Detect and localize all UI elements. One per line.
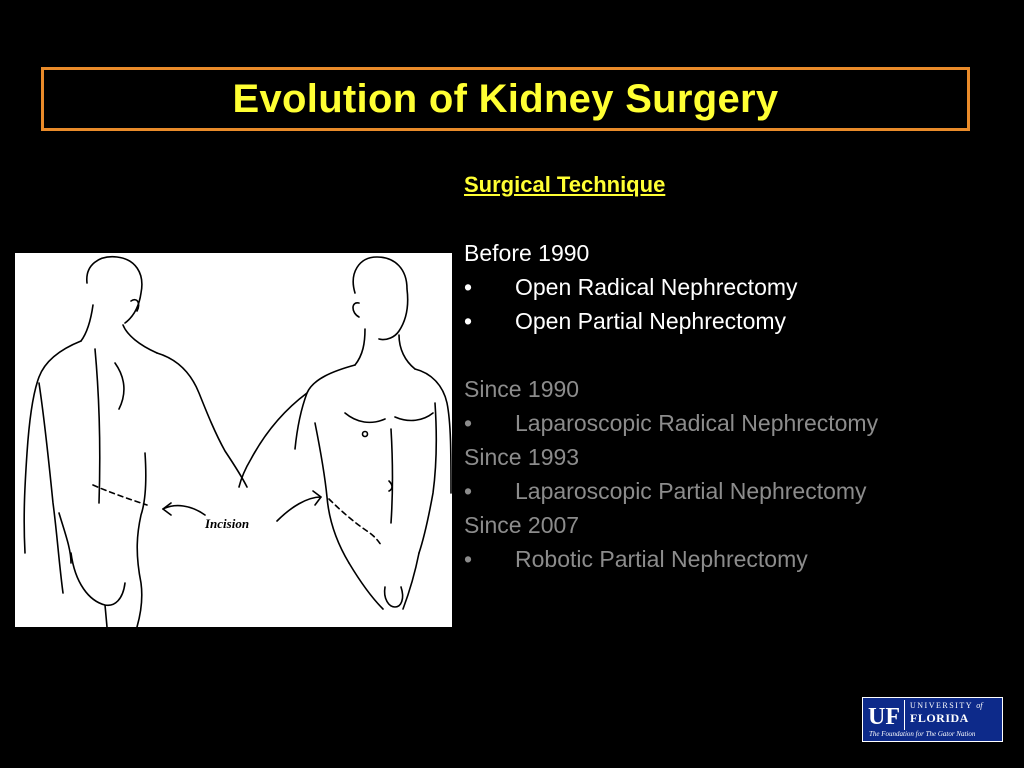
incision-label: Incision: [205, 516, 250, 531]
list-item-label: Open Partial Nephrectomy: [515, 308, 787, 334]
list-item: [464, 474, 1004, 508]
front-figure-head: [353, 257, 407, 340]
period-label-before-1990: Before 1990: [464, 240, 590, 266]
logo-tagline: The Foundation for The Gator Nation: [869, 730, 976, 738]
slide-title: Evolution of Kidney Surgery: [232, 76, 779, 121]
period-label-since-2007: Since 2007: [464, 512, 580, 538]
front-figure-torso-left: [315, 423, 349, 563]
list-item: [464, 270, 1004, 304]
front-figure-abdomen-line: [391, 429, 393, 523]
list-item-label: Laparoscopic Partial Nephrectomy: [515, 478, 867, 504]
front-figure-right-shoulder-arm: [415, 369, 451, 493]
bullet-icon: •: [464, 410, 473, 436]
back-figure-spine: [95, 349, 100, 503]
back-figure-left-shoulder-arm: [24, 341, 81, 553]
list-item: [464, 304, 1004, 338]
logo-florida-text: FLORIDA: [910, 711, 969, 725]
bullet-icon: •: [464, 546, 473, 572]
front-figure-left-shoulder: [295, 365, 355, 449]
front-figure-groin: [349, 553, 419, 609]
front-figure-ear: [353, 303, 359, 317]
back-incision-dashes: [93, 485, 147, 505]
title-box: [41, 67, 970, 131]
front-figure-genitals: [385, 587, 403, 607]
back-figure-shoulder-blade: [115, 363, 124, 409]
back-figure-torso-left: [39, 383, 63, 593]
bullet-icon: •: [464, 308, 473, 334]
front-figure-navel: [389, 481, 392, 491]
back-figure-hip: [59, 513, 71, 563]
back-figure-torso-right: [137, 453, 146, 627]
back-figure-right-shoulder-arm: [157, 353, 247, 487]
university-of-florida-logo: [862, 697, 1003, 742]
list-item-label: Open Radical Nephrectomy: [515, 274, 798, 300]
back-figure-neck: [81, 305, 157, 353]
period-label-since-1993: Since 1993: [464, 444, 580, 470]
logo-university-line: [910, 701, 982, 711]
uf-logo-mark: UF: [863, 700, 905, 730]
list-item-label: Robotic Partial Nephrectomy: [515, 546, 808, 572]
logo-of-text: of: [976, 701, 983, 710]
front-figure-chest: [345, 413, 433, 422]
front-figure-torso-right: [419, 403, 436, 553]
front-figure-neck: [355, 329, 415, 369]
incision-drawing: [15, 253, 452, 627]
period-label-since-1990: Since 1990: [464, 376, 580, 402]
section-heading: Surgical Technique: [464, 172, 666, 197]
logo-university-text: UNIVERSITY: [910, 701, 973, 710]
list-item-label: Laparoscopic Radical Nephrectomy: [515, 410, 879, 436]
front-figure-nipple: [363, 432, 368, 437]
bullet-icon: •: [464, 478, 473, 504]
back-figure-head: [87, 257, 142, 323]
back-figure-buttock: [71, 553, 125, 627]
technique-list: [464, 168, 1004, 576]
right-arrow: [277, 497, 321, 521]
incision-illustration: [15, 253, 452, 627]
list-item: [464, 542, 1004, 576]
bullet-icon: •: [464, 274, 473, 300]
list-item: [464, 406, 1004, 440]
